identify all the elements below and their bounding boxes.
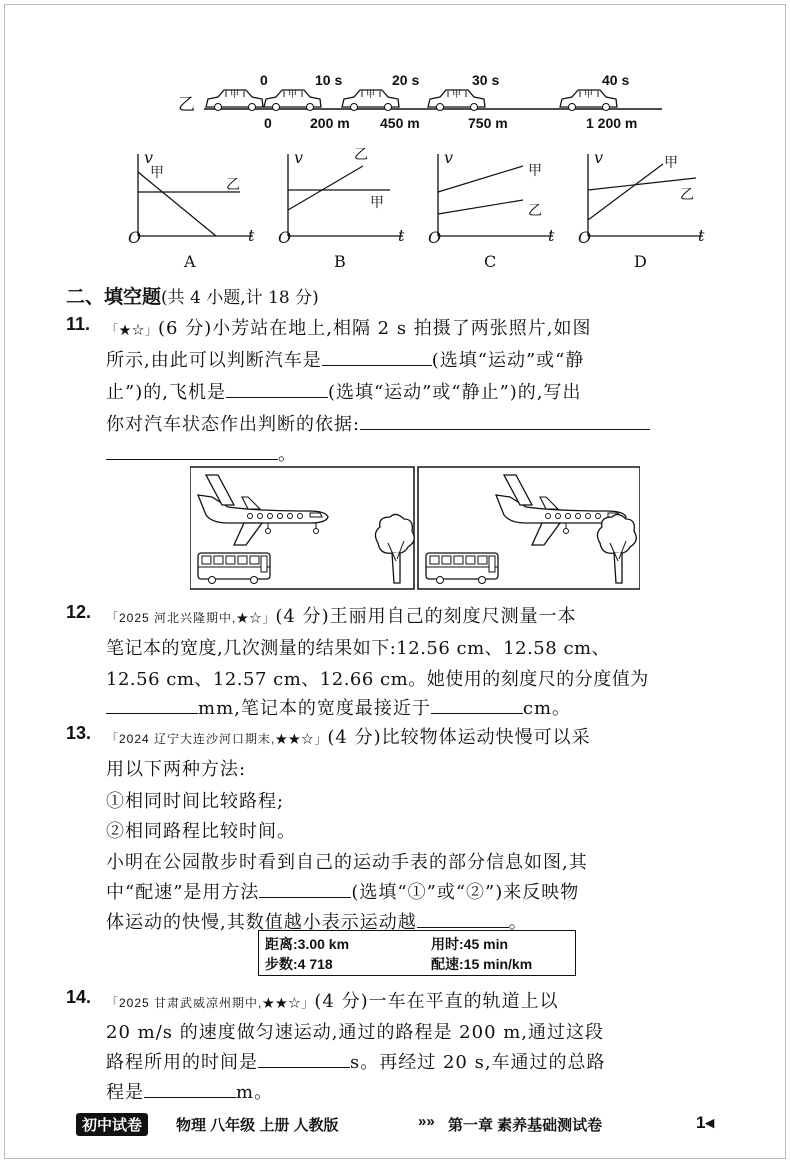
graph-a — [128, 148, 268, 274]
axis-v: v — [594, 148, 604, 167]
label-jia: 甲 — [664, 155, 678, 171]
axis-origin: O — [128, 228, 142, 247]
q13-line6a: 中“配速”是用方法 — [106, 882, 260, 903]
car-icon — [206, 89, 263, 111]
axis-t: t — [248, 226, 255, 245]
question-tag: 「★☆」 — [106, 323, 159, 337]
footer-subject: 物理 八年级 上册 人教版 — [176, 1117, 339, 1134]
graph-d — [578, 148, 718, 274]
q11-line2b: (选填“运动”或“静 — [431, 350, 585, 371]
label-yi: 乙 — [680, 187, 694, 203]
q14-line1: (4 分)一车在平直的轨道上以 — [314, 991, 559, 1012]
time-label: 30 s — [472, 72, 500, 88]
question-number: 14. — [66, 987, 92, 1007]
section-heading — [66, 282, 319, 309]
q14-line4a: 程是 — [106, 1082, 144, 1103]
q13-line5: 小明在公园散步时看到自己的运动手表的部分信息如图,其 — [106, 852, 588, 873]
option-label: C — [484, 252, 497, 271]
blank-reason-1[interactable] — [360, 415, 650, 430]
blank-width[interactable] — [431, 699, 523, 714]
option-label: D — [634, 252, 647, 271]
q12-line1: (4 分)王丽用自己的刻度尺测量一本 — [275, 606, 577, 627]
question-tag: 「2025 河北兴隆期中,★☆」 — [106, 611, 276, 625]
blank-reason-2[interactable] — [106, 445, 278, 460]
axis-v: v — [144, 148, 154, 167]
axis-origin: O — [428, 228, 442, 247]
q11-line1: (6 分)小芳站在地上,相隔 2 s 拍摄了两张照片,如图 — [158, 318, 592, 339]
q13-line1: (4 分)比较物体运动快慢可以采 — [327, 727, 591, 748]
label-jia: 甲 — [150, 165, 164, 181]
distance-label: 450 m — [380, 115, 420, 131]
graph-b — [278, 148, 418, 274]
time-label: 40 s — [602, 72, 630, 88]
label-jia: 甲 — [528, 163, 542, 179]
q13-line4: ②相同路程比较时间。 — [106, 821, 296, 842]
q13-line2: 用以下两种方法: — [106, 759, 247, 780]
time-label: 10 s — [315, 72, 343, 88]
axis-origin: O — [578, 228, 592, 247]
question-number: 12. — [66, 602, 92, 622]
time-label: 20 s — [392, 72, 420, 88]
q14-line4b: m。 — [236, 1082, 274, 1103]
blank-method[interactable] — [259, 883, 351, 898]
graph-c — [428, 148, 568, 274]
q12-line2: 笔记本的宽度,几次测量的结果如下:12.56 cm、12.58 cm、 — [106, 638, 611, 659]
footer-arrows: »» — [418, 1113, 435, 1130]
distance-label: 1 200 m — [586, 115, 638, 131]
q12-line3: 12.56 cm、12.57 cm、12.66 cm。她使用的刻度尺的分度值为 — [106, 669, 649, 690]
option-label: B — [334, 252, 346, 271]
section-subtitle: (共 4 小题,计 18 分) — [161, 288, 319, 308]
q14-line2: 20 m/s 的速度做匀速运动,通过的路程是 200 m,通过这段 — [106, 1022, 605, 1043]
q12-line4a: mm,笔记本的宽度最接近于 — [198, 698, 431, 719]
axis-t: t — [398, 226, 405, 245]
q11-line3b: (选填“运动”或“静止”)的,写出 — [327, 382, 582, 403]
label-yi: 乙 — [226, 177, 240, 193]
label-yi: 乙 — [528, 203, 542, 219]
distance-label: 200 m — [310, 115, 350, 131]
distance-label: 0 — [264, 115, 272, 131]
blank-division[interactable] — [106, 699, 198, 714]
watch-distance: 距离:3.00 km — [265, 936, 350, 952]
axis-t: t — [548, 226, 555, 245]
time-label: 0 — [260, 72, 268, 88]
footer-badge: 初中试卷 — [76, 1113, 148, 1136]
watch-steps: 步数:4 718 — [265, 956, 333, 972]
question-number: 13. — [66, 723, 92, 743]
axis-t: t — [698, 226, 705, 245]
q12-line4b: cm。 — [522, 698, 572, 719]
q11-line3a: 止”)的,飞机是 — [106, 382, 226, 403]
q14-line3a: 路程所用的时间是 — [106, 1052, 258, 1073]
car-strip-svg — [200, 84, 670, 114]
option-label: A — [184, 252, 196, 271]
blank-car-state[interactable] — [322, 351, 432, 366]
label-jia: 甲 — [370, 195, 384, 211]
q13-line7a: 体运动的快慢,其数值越小表示运动越 — [106, 912, 417, 933]
q13-line6b: (选填“①”或“②”)来反映物 — [351, 882, 580, 903]
photo-figure — [190, 465, 640, 591]
question-number: 11. — [66, 314, 91, 334]
distance-label: 750 m — [468, 115, 508, 131]
q13-line7b: 。 — [508, 912, 528, 933]
blank-plane-state[interactable] — [226, 383, 328, 398]
svg-text:甲: 甲 — [230, 90, 240, 100]
axis-origin: O — [278, 228, 292, 247]
footer-chapter: 第一章 素养基础测试卷 — [448, 1117, 603, 1134]
q14-line3b: s。再经过 20 s,车通过的总路 — [350, 1052, 606, 1073]
q11-line5: 。 — [278, 444, 297, 465]
q11-line2a: 所示,由此可以判断汽车是 — [106, 350, 322, 371]
q13-line3: ①相同时间比较路程; — [106, 791, 285, 812]
page-number: 1◂ — [696, 1113, 714, 1132]
section-title: 二、填空题 — [66, 287, 162, 308]
axis-v: v — [294, 148, 304, 167]
watch-pace: 配速:15 min/km — [431, 956, 533, 972]
page-footer — [76, 1113, 730, 1137]
blank-time[interactable] — [258, 1053, 350, 1068]
watch-info-box — [258, 930, 576, 976]
question-tag: 「2024 辽宁大连沙河口期末,★★☆」 — [106, 732, 328, 746]
blank-speed[interactable] — [417, 913, 509, 928]
row-label-yi: 乙 — [178, 95, 195, 115]
question-tag: 「2025 甘肃武威凉州期中,★★☆」 — [106, 996, 315, 1010]
axis-v: v — [444, 148, 454, 167]
q11-line4: 你对汽车状态作出判断的依据: — [106, 414, 361, 435]
watch-time: 用时:45 min — [431, 936, 509, 952]
blank-total-distance[interactable] — [144, 1083, 236, 1098]
label-yi: 乙 — [354, 147, 368, 163]
